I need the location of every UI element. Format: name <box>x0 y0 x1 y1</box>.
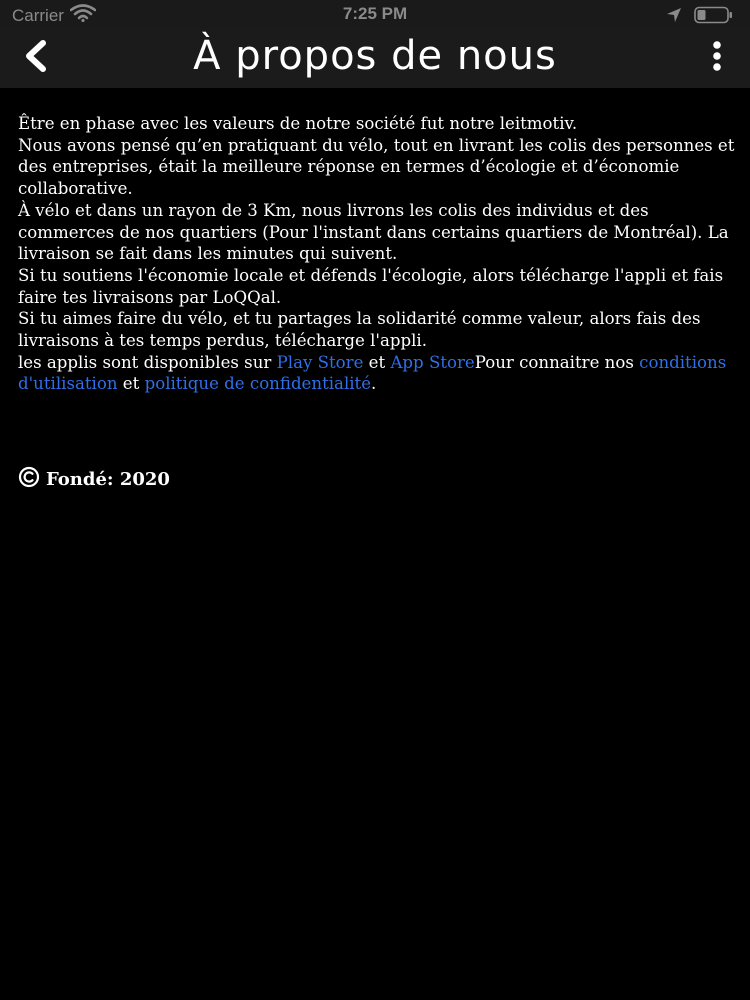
nav-bar <box>0 28 750 88</box>
app-store-link[interactable]: App Store <box>390 352 475 372</box>
end-period: . <box>371 374 377 394</box>
carrier-label: Carrier <box>12 5 64 25</box>
apps-availability <box>18 352 736 395</box>
location-arrow-icon <box>666 7 682 28</box>
menu-button[interactable] <box>702 38 732 78</box>
about-line-3: À vélo et dans un rayon de 3 Km, nous livrons les colis des individus et des commerces de nos quartiers (Pour l'instant dans certains quartiers de Montréal). La livraison se fait dans les minutes qui suivent. <box>18 200 729 264</box>
and-text-1: et <box>363 352 391 372</box>
founded-info <box>18 466 170 493</box>
about-line-4: Si tu soutiens l'économie locale et défends l'écologie, alors télécharge l'appli et fais faire tes livraisons par LoQQal. <box>18 265 724 307</box>
about-line-1: Être en phase avec les valeurs de notre société fut notre leitmotiv. <box>18 114 578 133</box>
copyright-icon <box>18 466 40 493</box>
page-title: À propos de nous <box>193 33 557 79</box>
about-line-2: Nous avons pensé qu’en pratiquant du vélo, tout en livrant les colis des personnes et des entreprises, était la meilleure réponse en termes d’écologie et d’économie collaborative. <box>18 135 735 199</box>
conditions-prefix: Pour connaitre nos <box>474 352 640 372</box>
back-button[interactable] <box>14 36 58 80</box>
status-right <box>666 6 734 29</box>
terms-link[interactable]: conditions d'utilisation <box>18 352 727 394</box>
about-content <box>18 113 736 395</box>
status-bar <box>0 0 750 28</box>
more-vertical-icon <box>712 41 722 76</box>
about-line-5: Si tu aimes faire du vélo, et tu partages la solidarité comme valeur, alors fais des livraisons à tes temps perdus, télécharge l'appli. <box>18 309 701 351</box>
chevron-left-icon <box>23 40 49 77</box>
battery-icon <box>694 6 734 29</box>
privacy-link[interactable]: politique de confidentialité <box>144 374 372 394</box>
status-time: 7:25 PM <box>342 4 408 23</box>
apps-prefix: les applis sont disponibles sur <box>18 352 277 372</box>
and-text-2: et <box>117 374 145 394</box>
play-store-link[interactable]: Play Store <box>276 352 364 372</box>
founded-label: Fondé: 2020 <box>46 469 170 490</box>
